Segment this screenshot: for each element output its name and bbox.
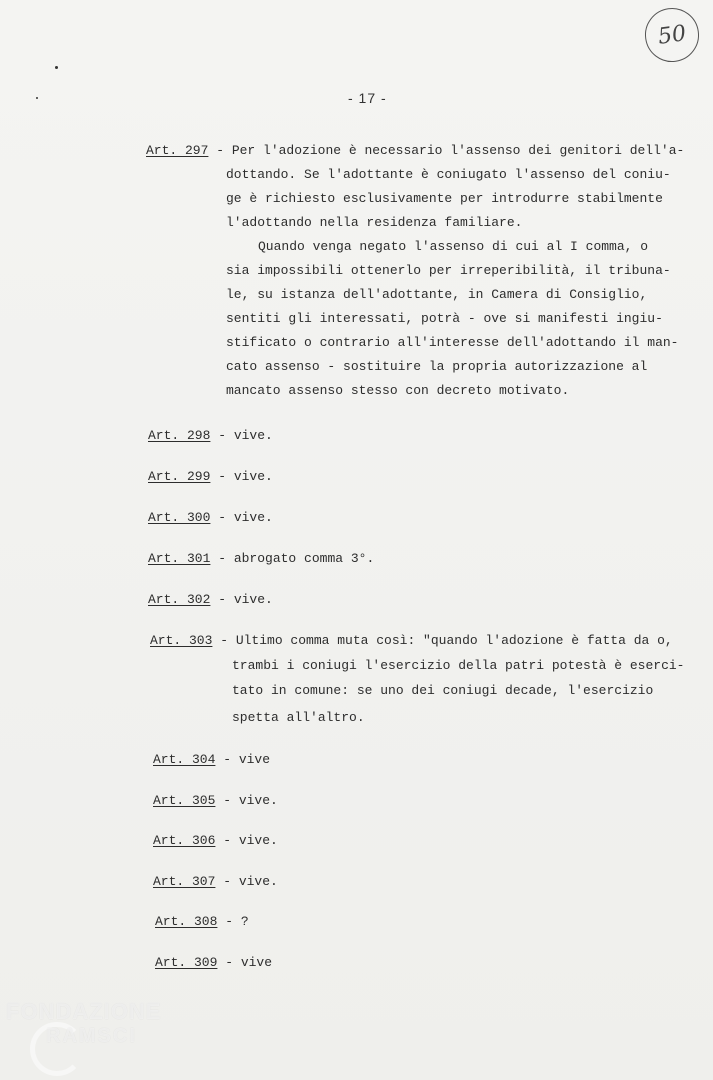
ink-speck xyxy=(36,97,38,99)
art-297-line-7: le, su istanza dell'adottante, in Camera di Consiglio, xyxy=(226,287,648,302)
folio-number: 50 xyxy=(656,20,688,50)
ink-speck xyxy=(55,66,58,69)
art-297-line-1: Art. 297 - Per l'adozione è necessario l'assenso dei genitori dell'a- xyxy=(146,143,685,158)
art-303-line-1: Art. 303 - Ultimo comma muta così: "quando l'adozione è fatta da o, xyxy=(150,633,673,648)
art-297-line-2: dottando. Se l'adottante è coniugato l'assenso del coniu- xyxy=(226,167,671,182)
folio-number-stamp xyxy=(642,5,703,66)
art-297-line-10: cato assenso - sostituire la propria autorizzazione al xyxy=(226,359,648,374)
art-303-line-4: spetta all'altro. xyxy=(232,710,365,725)
watermark-line-2: RAMSCI xyxy=(46,1025,137,1047)
watermark xyxy=(6,1000,161,1048)
art-297-line-6: sia impossibili ottenerlo per irreperibilità, il tribuna- xyxy=(226,263,671,278)
art-302-line: Art. 302 - vive. xyxy=(148,592,273,607)
art-297-line-8: sentiti gli interessati, potrà - ove si manifesti ingiu- xyxy=(226,311,663,326)
watermark-line-1: FONDAZIONE xyxy=(6,999,162,1024)
art-307-line: Art. 307 - vive. xyxy=(153,874,278,889)
art-297-label: Art. 297 xyxy=(146,143,209,158)
art-301-line: Art. 301 - abrogato comma 3°. xyxy=(148,551,375,566)
art-304-line: Art. 304 - vive xyxy=(153,752,271,767)
art-298-line: Art. 298 - vive. xyxy=(148,428,273,443)
art-297-line-5: Quando venga negato l'assenso di cui al I comma, o xyxy=(258,239,649,254)
art-297-line-11: mancato assenso stesso con decreto motivato. xyxy=(226,383,570,398)
art-306-line: Art. 306 - vive. xyxy=(153,833,278,848)
art-300-line: Art. 300 - vive. xyxy=(148,510,273,525)
page-number: - 17 - xyxy=(348,90,387,106)
art-308-line: Art. 308 - ? xyxy=(155,914,249,929)
art-299-line: Art. 299 - vive. xyxy=(148,469,273,484)
art-303-line-3: tato in comune: se uno dei coniugi decade, l'esercizio xyxy=(232,683,654,698)
art-305-line: Art. 305 - vive. xyxy=(153,793,278,808)
art-303-line-2: trambi i coniugi l'esercizio della patri potestà è eserci- xyxy=(232,658,685,673)
art-309-line: Art. 309 - vive xyxy=(155,955,273,970)
art-303-label: Art. 303 xyxy=(150,633,213,648)
art-297-line-9: stificato o contrario all'interesse dell'adottando il man- xyxy=(226,335,679,350)
art-297-line-3: ge è richiesto esclusivamente per introdurre stabilmente xyxy=(226,191,663,206)
art-297-line-4: l'adottando nella residenza familiare. xyxy=(226,215,523,230)
